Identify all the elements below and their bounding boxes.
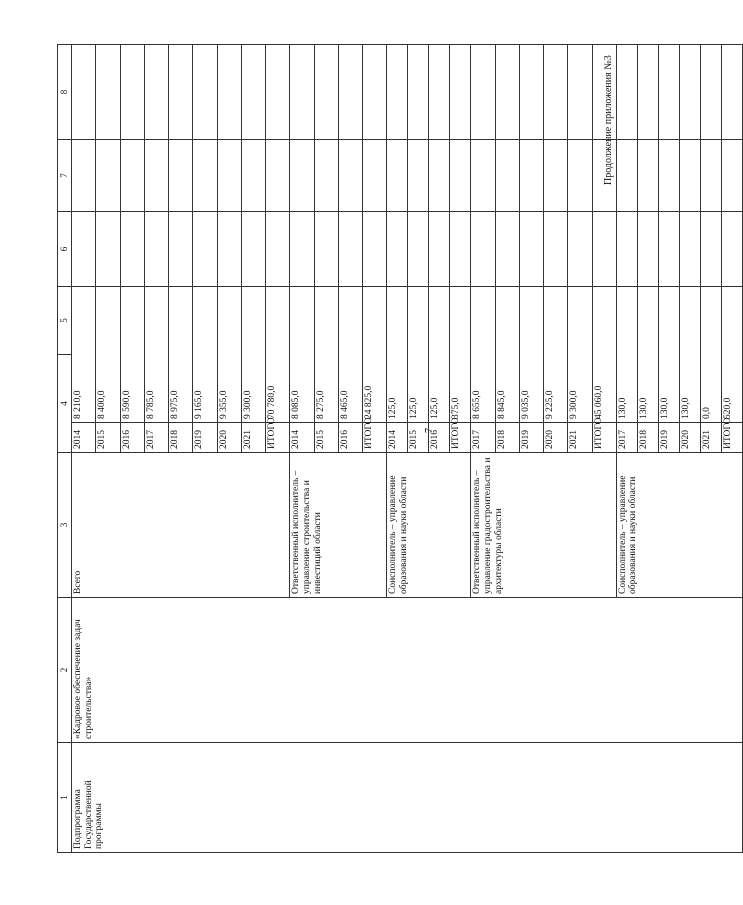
amount-cell: 0,0 xyxy=(700,287,721,423)
year-cell: 2017 xyxy=(471,423,495,453)
empty-cell xyxy=(96,45,120,140)
year-cell: 2016 xyxy=(120,423,144,453)
empty-cell xyxy=(193,212,217,287)
empty-cell xyxy=(387,212,408,287)
empty-cell xyxy=(637,140,658,212)
empty-cell xyxy=(72,140,96,212)
empty-cell xyxy=(241,140,265,212)
col-header: 5 xyxy=(58,287,72,355)
empty-cell xyxy=(471,140,495,212)
empty-cell xyxy=(429,45,450,140)
year-cell: ИТОГО xyxy=(363,423,387,453)
year-cell: 2019 xyxy=(658,423,679,453)
year-cell: 2020 xyxy=(679,423,700,453)
empty-cell xyxy=(519,45,543,140)
empty-cell xyxy=(568,45,592,140)
empty-cell xyxy=(721,140,742,212)
amount-cell: 125,0 xyxy=(429,287,450,423)
empty-cell xyxy=(387,140,408,212)
col-header: 7 xyxy=(58,140,72,212)
year-cell: 2018 xyxy=(637,423,658,453)
empty-cell xyxy=(169,212,193,287)
empty-cell xyxy=(658,140,679,212)
empty-cell xyxy=(314,45,338,140)
empty-cell xyxy=(519,212,543,287)
empty-cell xyxy=(387,45,408,140)
empty-cell xyxy=(721,45,742,140)
empty-cell xyxy=(592,45,616,140)
empty-cell xyxy=(637,212,658,287)
year-cell: 2018 xyxy=(169,423,193,453)
empty-cell xyxy=(700,45,721,140)
amount-cell: 45 060,0 xyxy=(592,287,616,423)
empty-cell xyxy=(120,140,144,212)
empty-cell xyxy=(363,45,387,140)
empty-cell xyxy=(616,140,637,212)
executor-label: Ответственный исполнитель – управление строительства и инвестиций области xyxy=(290,453,387,598)
empty-cell xyxy=(217,212,241,287)
empty-cell xyxy=(679,140,700,212)
empty-cell xyxy=(700,212,721,287)
empty-cell xyxy=(616,45,637,140)
year-cell: 2020 xyxy=(217,423,241,453)
amount-cell: 130,0 xyxy=(637,287,658,423)
amount-cell: 9 355,0 xyxy=(217,287,241,423)
empty-cell xyxy=(241,212,265,287)
empty-cell xyxy=(471,45,495,140)
appendix-continuation-label: Продолжение приложения №3 xyxy=(603,55,614,185)
empty-cell xyxy=(169,140,193,212)
empty-cell xyxy=(120,45,144,140)
empty-cell xyxy=(266,140,290,212)
empty-cell xyxy=(241,45,265,140)
amount-cell: 8 845,0 xyxy=(495,287,519,423)
empty-cell xyxy=(338,45,362,140)
empty-cell xyxy=(429,212,450,287)
empty-cell xyxy=(568,140,592,212)
empty-cell xyxy=(471,212,495,287)
year-cell: ИТОГО xyxy=(266,423,290,453)
year-cell: 2016 xyxy=(429,423,450,453)
amount-cell: 130,0 xyxy=(679,287,700,423)
year-cell: 2015 xyxy=(408,423,429,453)
empty-cell xyxy=(266,212,290,287)
amount-cell: 9 225,0 xyxy=(544,287,568,423)
empty-cell xyxy=(314,140,338,212)
empty-cell xyxy=(616,212,637,287)
amount-cell: 9 300,0 xyxy=(568,287,592,423)
empty-cell xyxy=(450,45,471,140)
executor-label: Соисполнитель – управление образования и науки области xyxy=(387,453,471,598)
amount-cell: 8 085,0 xyxy=(290,287,314,423)
empty-cell xyxy=(592,140,616,212)
amount-cell: 130,0 xyxy=(658,287,679,423)
year-cell: ИТОГО xyxy=(721,423,742,453)
executor-label: Всего xyxy=(72,453,290,598)
budget-table xyxy=(57,44,743,853)
subprogram-label: Подпрограмма Государственной программы xyxy=(72,743,743,853)
col-header: 1 xyxy=(58,743,72,853)
empty-cell xyxy=(544,140,568,212)
empty-cell xyxy=(568,212,592,287)
empty-cell xyxy=(72,45,96,140)
empty-cell xyxy=(217,140,241,212)
col-header: 3 xyxy=(58,453,72,598)
empty-cell xyxy=(338,212,362,287)
empty-cell xyxy=(429,140,450,212)
amount-cell: 125,0 xyxy=(387,287,408,423)
empty-cell xyxy=(120,212,144,287)
empty-cell xyxy=(169,45,193,140)
empty-cell xyxy=(408,212,429,287)
empty-cell xyxy=(658,212,679,287)
year-cell: 2014 xyxy=(387,423,408,453)
year-cell: 2018 xyxy=(495,423,519,453)
column-number-row xyxy=(58,45,72,853)
col-header: 6 xyxy=(58,212,72,287)
amount-cell: 8 400,0 xyxy=(96,287,120,423)
empty-cell xyxy=(544,45,568,140)
empty-cell xyxy=(96,212,120,287)
empty-cell xyxy=(519,140,543,212)
amount-cell: 8 275,0 xyxy=(314,287,338,423)
year-cell: 2014 xyxy=(290,423,314,453)
col-header: 8 xyxy=(58,45,72,140)
amount-cell: 8 210,0 xyxy=(72,287,96,423)
amount-cell: 70 780,0 xyxy=(266,287,290,423)
empty-cell xyxy=(592,212,616,287)
year-cell: 2020 xyxy=(544,423,568,453)
year-cell: 2017 xyxy=(616,423,637,453)
page-number: 7 xyxy=(424,428,435,433)
amount-cell: 9 165,0 xyxy=(193,287,217,423)
year-cell: 2017 xyxy=(144,423,168,453)
empty-cell xyxy=(144,212,168,287)
amount-cell: 520,0 xyxy=(721,287,742,423)
empty-cell xyxy=(193,45,217,140)
amount-cell: 8 785,0 xyxy=(144,287,168,423)
executor-label: Ответственный исполнитель – управление градостроительства и архитектуры области xyxy=(471,453,617,598)
col-header: 4 xyxy=(58,355,72,453)
empty-cell xyxy=(495,45,519,140)
year-cell: 2019 xyxy=(193,423,217,453)
empty-cell xyxy=(266,45,290,140)
empty-cell xyxy=(495,212,519,287)
empty-cell xyxy=(450,140,471,212)
amount-cell: 9 300,0 xyxy=(241,287,265,423)
amount-cell: 8 655,0 xyxy=(471,287,495,423)
empty-cell xyxy=(363,140,387,212)
amount-cell: 8 590,0 xyxy=(120,287,144,423)
amount-cell: 24 825,0 xyxy=(363,287,387,423)
table-row xyxy=(72,45,96,853)
year-cell: 2015 xyxy=(314,423,338,453)
year-cell: 2014 xyxy=(72,423,96,453)
col-header: 2 xyxy=(58,598,72,743)
year-cell: 2021 xyxy=(700,423,721,453)
empty-cell xyxy=(679,212,700,287)
empty-cell xyxy=(637,45,658,140)
empty-cell xyxy=(338,140,362,212)
amount-cell: 9 035,0 xyxy=(519,287,543,423)
empty-cell xyxy=(72,212,96,287)
empty-cell xyxy=(290,45,314,140)
empty-cell xyxy=(144,45,168,140)
year-cell: 2021 xyxy=(241,423,265,453)
year-cell: ИТОГО xyxy=(592,423,616,453)
empty-cell xyxy=(721,212,742,287)
empty-cell xyxy=(217,45,241,140)
empty-cell xyxy=(144,140,168,212)
empty-cell xyxy=(679,45,700,140)
empty-cell xyxy=(290,140,314,212)
year-cell: 2019 xyxy=(519,423,543,453)
empty-cell xyxy=(408,140,429,212)
empty-cell xyxy=(96,140,120,212)
amount-cell: 8 465,0 xyxy=(338,287,362,423)
empty-cell xyxy=(495,140,519,212)
amount-cell: 8 975,0 xyxy=(169,287,193,423)
year-cell: 2021 xyxy=(568,423,592,453)
amount-cell: 125,0 xyxy=(408,287,429,423)
amount-cell: 375,0 xyxy=(450,287,471,423)
empty-cell xyxy=(450,212,471,287)
empty-cell xyxy=(544,212,568,287)
empty-cell xyxy=(658,45,679,140)
empty-cell xyxy=(363,212,387,287)
executor-label: Соисполнитель – управление образования и науки области xyxy=(616,453,742,598)
year-cell: 2016 xyxy=(338,423,362,453)
empty-cell xyxy=(314,212,338,287)
empty-cell xyxy=(408,45,429,140)
year-cell: 2015 xyxy=(96,423,120,453)
empty-cell xyxy=(193,140,217,212)
empty-cell xyxy=(290,212,314,287)
year-cell: ИТОГО xyxy=(450,423,471,453)
subprogram-title: «Кадровое обеспечение задач строительства» xyxy=(72,598,743,743)
empty-cell xyxy=(700,140,721,212)
amount-cell: 130,0 xyxy=(616,287,637,423)
